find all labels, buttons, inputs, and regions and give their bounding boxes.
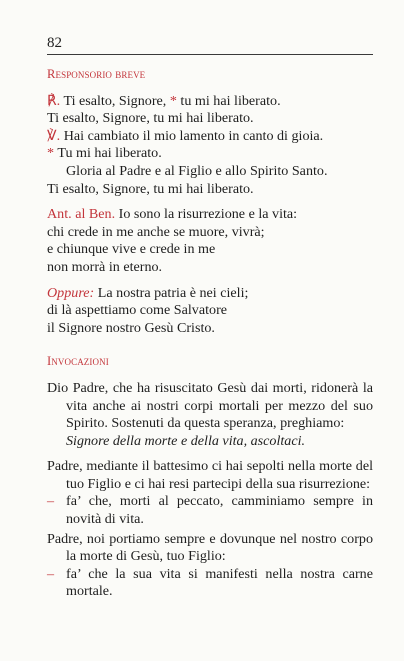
responsorio-line-6: Ti esalto, Signore, tu mi hai liberato. <box>47 180 254 197</box>
page-number: 82 <box>47 35 62 51</box>
invocazioni-heading: Invocazioni <box>47 354 109 369</box>
header-rule <box>47 54 373 55</box>
responsorio-heading: Responsorio breve <box>47 67 146 81</box>
r-symbol: ℟. <box>47 92 61 109</box>
page-content <box>47 66 373 601</box>
invocazione-2-answer: – fa’ che la sua vita si manifesti nella nostra carne mortale. <box>47 565 373 600</box>
dash-mark: – <box>47 565 55 582</box>
invocazioni-response: Signore della morte e della vita, ascoltaci. <box>66 432 306 449</box>
antifona-block: Ant. al Ben. Io sono la risurrezione e la vita: chi crede in me anche se muore, vivrà; e chiunque vive e crede in me non morrà in eterno. <box>47 206 298 275</box>
antifona-label: Ant. al Ben. <box>47 206 116 223</box>
responsorio-line-2: Ti esalto, Signore, tu mi hai liberato. <box>47 110 254 127</box>
invocazione-1-answer: – fa’ che, morti al peccato, camminiamo sempre in novità di vita. <box>47 493 373 528</box>
oppure-label: Oppure: <box>47 284 95 301</box>
responsorio-line-1: ℟. Ti esalto, Signore, * tu mi hai liberato. <box>47 92 281 109</box>
invocazione-2: Padre, noi portiamo sempre e dovunque nel nostro corpo la morte di Gesù, tuo Figlio: <box>47 530 373 565</box>
dash-mark: – <box>47 493 55 510</box>
star-mark: * <box>47 145 55 162</box>
oppure-block: Oppure: La nostra patria è nei cieli; di là aspettiamo come Salvatore il Signore nostro Gesù Cristo. <box>47 284 249 336</box>
responsorio-line-3: ℣. Hai cambiato il mio lamento in canto di gioia. <box>47 127 324 144</box>
v-symbol: ℣. <box>47 127 61 144</box>
star-mark: * <box>169 92 177 109</box>
responsorio-line-5: Gloria al Padre e al Figlio e allo Spirito Santo. <box>66 162 328 179</box>
invocazione-1: Padre, mediante il battesimo ci hai sepolti nella morte del tuo Figlio e ci hai resi partecipi della sua risurrezione: <box>47 458 373 492</box>
responsorio-line-4: * Tu mi hai liberato. <box>47 145 162 162</box>
invocazioni-intro: Dio Padre, che ha risuscitato Gesù dai morti, ridonerà la vita anche ai nostri corpi mortali per mezzo del suo Spirito. Sostenuti da questa speranza, preghiamo: <box>47 379 373 432</box>
